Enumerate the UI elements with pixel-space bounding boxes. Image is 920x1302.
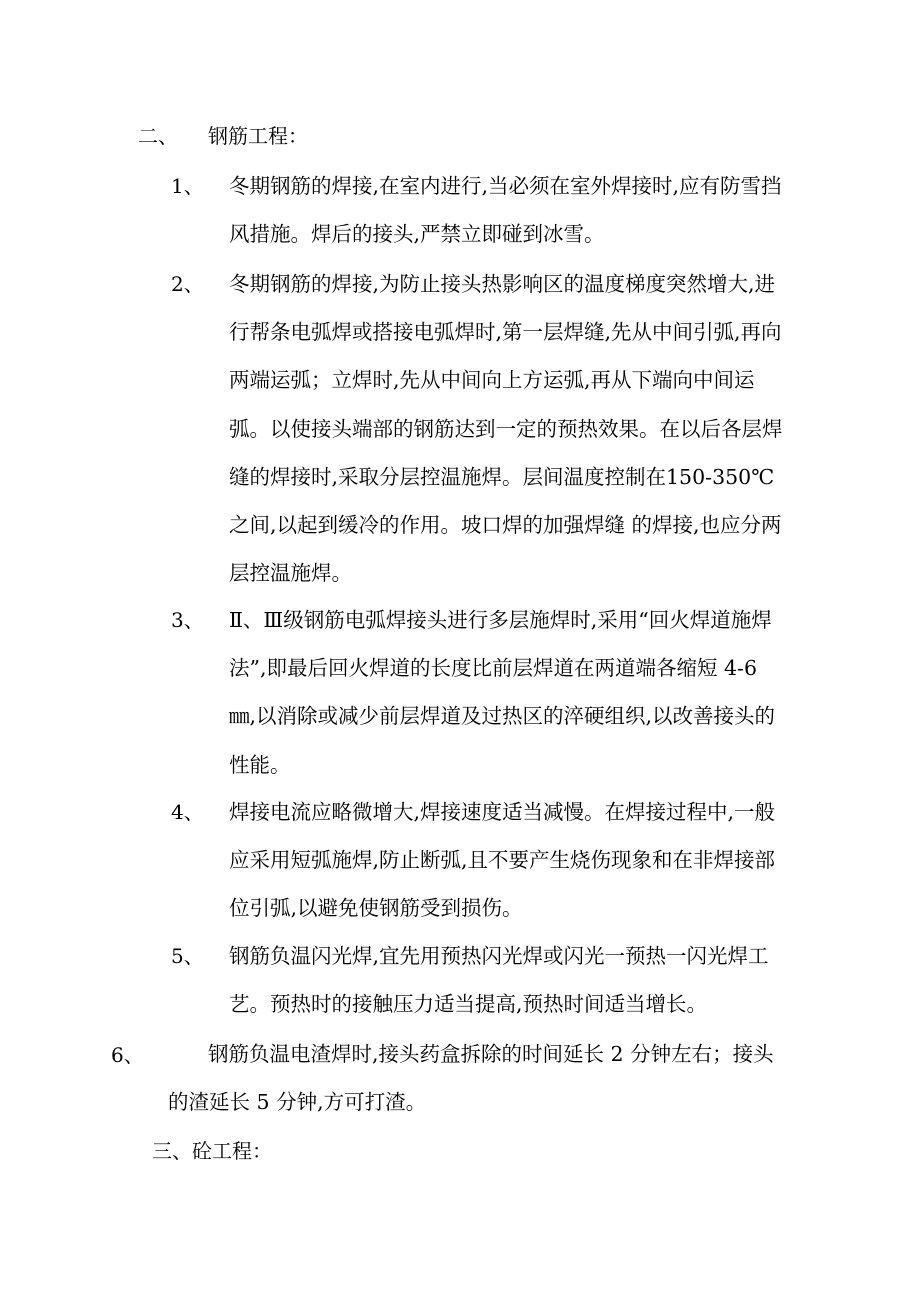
item-number: 6、 (111, 1043, 144, 1067)
section-number: 二、 (138, 124, 178, 148)
item-number: 5、 (171, 944, 204, 968)
section-heading-concrete: 三、砼工程： (152, 1139, 272, 1163)
item-text: Ⅱ、Ⅲ级钢筋电弧焊接头进行多层施焊时,采用“回火焊道施焊法”,即最后回火焊道的长度比前层焊道在两道端各缩短 4-6㎜,以消除或减少前层焊道及过热区的淬硬组织,以改善接头的性能。 (229, 608, 776, 777)
item-text: 冬期钢筋的焊接,为防止接头热影响区的温度梯度突然增大,进行帮条电弧焊或搭接电弧焊时,第一层焊缝,先从中间引弧,再向两端运弧；立焊时,先从中间向上方运弧,再从下端向中间运弧。以使接头端部的钢筋达到一定的预热效果。在以后各层焊缝的焊接时,采取分层控温施焊。层间温度控制在150-350℃之间,以起到缓冷的作用。坡口焊的加强焊缝 的焊接,也应分两层控温施焊。 (229, 272, 783, 586)
item-text: 钢筋负温电渣焊时,接头药盒拆除的时间延长 2 分钟左右；接头的渣延长 5 分钟,方可打渣。 (168, 1042, 774, 1115)
section-title: 钢筋工程： (208, 124, 308, 148)
item-text: 钢筋负温闪光焊,宜先用预热闪光焊或闪光一预热一闪光焊工艺。预热时的接触压力适当提高,预热时间适当增长。 (229, 944, 769, 1017)
item-number: 3、 (171, 608, 204, 632)
section-heading-rebar (138, 124, 308, 148)
item-text: 焊接电流应略微增大,焊接速度适当减慢。在焊接过程中,一般应采用短弧施焊,防止断弧,且不要产生烧伤现象和在非焊接部位引弧,以避免使钢筋受到损伤。 (229, 800, 776, 921)
item-number: 1、 (171, 174, 204, 198)
item-number: 2、 (171, 272, 204, 296)
item-text: 冬期钢筋的焊接,在室内进行,当必须在室外焊接时,应有防雪挡风措施。焊后的接头,严禁立即碰到冰雪。 (229, 174, 782, 247)
item-number: 4、 (171, 800, 204, 824)
